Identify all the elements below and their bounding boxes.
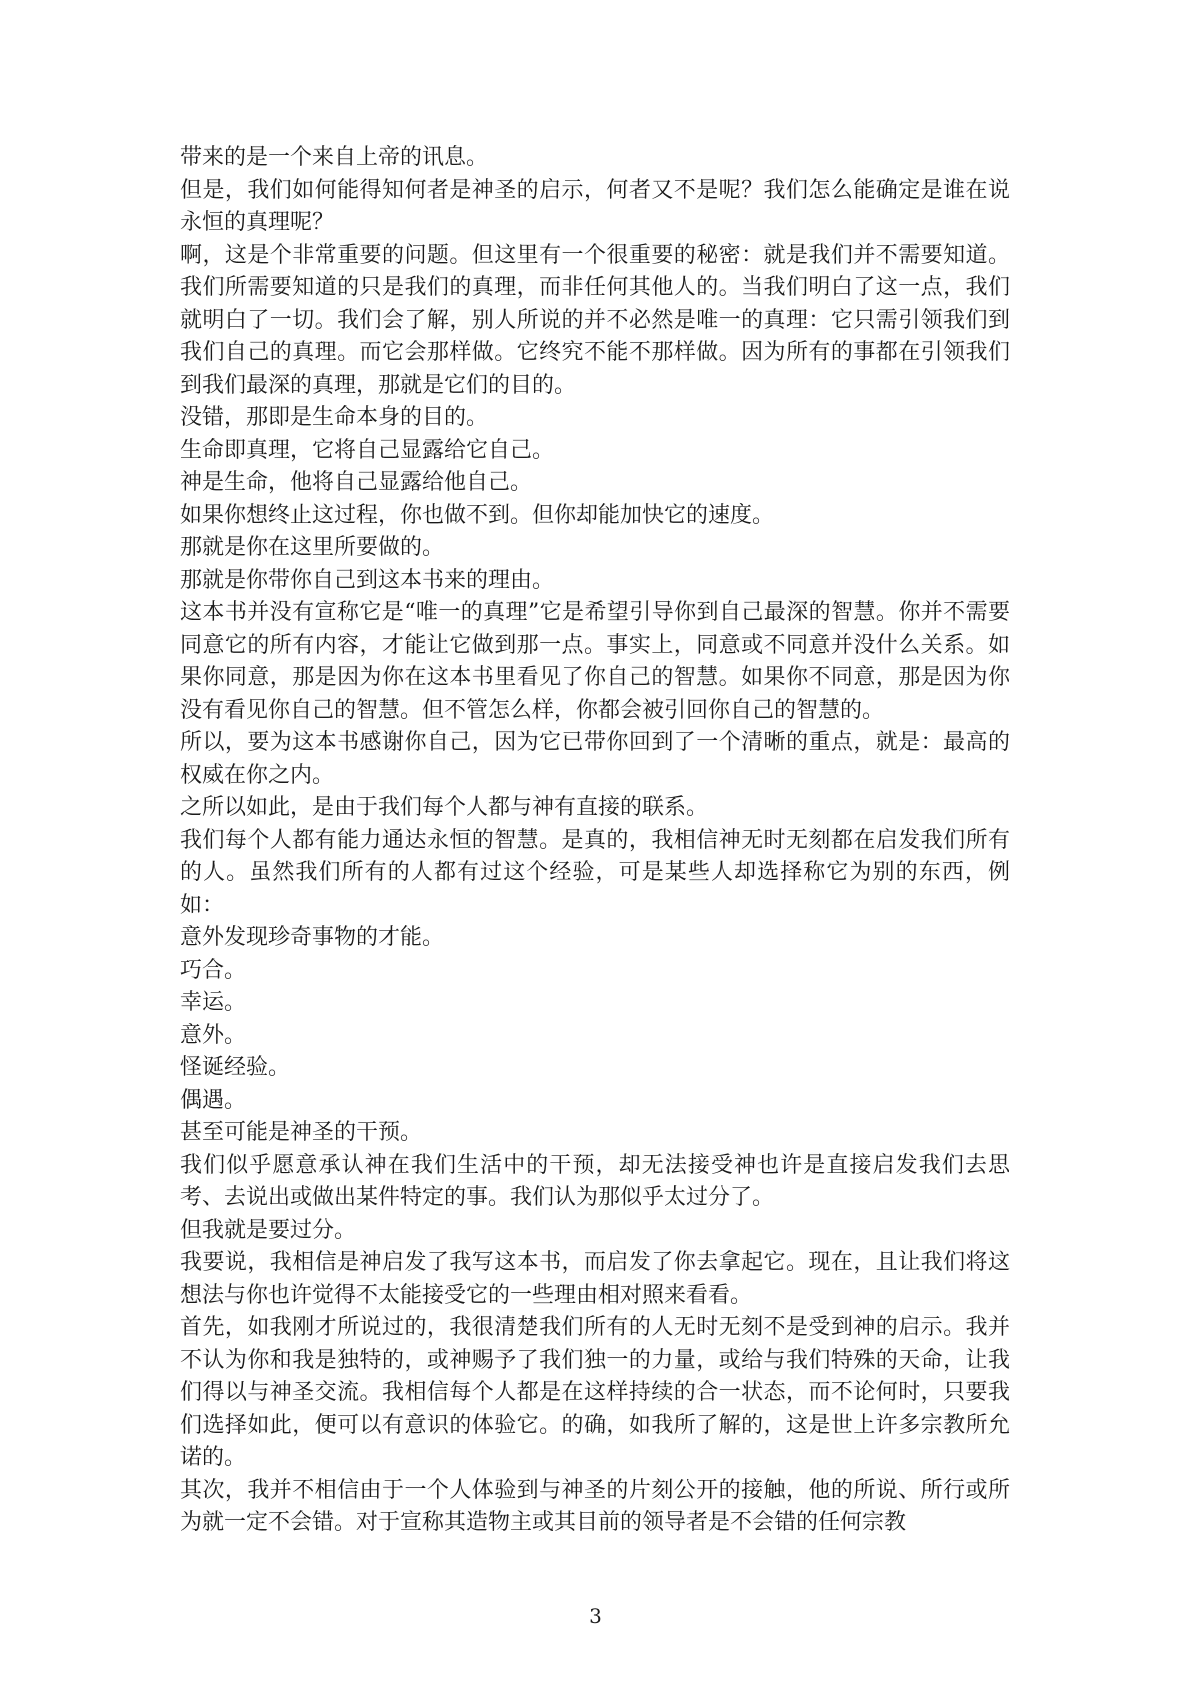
paragraph: 怪诞经验。: [180, 1055, 291, 1080]
paragraph: 首先，如我刚才所说过的，我很清楚我们所有的人无时无刻不是受到神的启示。我并不认为你和我是独特的，或神赐予了我们独一的力量，或给与我们特殊的天命，让我们得以与神圣交流。我相信每个人都是在这样持续的合一状态，而不论何时，只要我们选择如此，便可以有意识的体验它。的确，如我所了解的，这是世上许多宗教所允诺的。: [180, 1315, 1010, 1470]
paragraph: 偶遇。: [180, 1087, 247, 1113]
paragraph: 但是，我们如何能得知何者是神圣的启示，何者又不是呢？我们怎么能确定是谁在说永恒的真理呢？: [180, 177, 1010, 235]
paragraph: 如果你想终止这过程，你也做不到。但你却能加快它的速度。: [180, 502, 775, 528]
paragraph: 所以，要为这本书感谢你自己，因为它已带你回到了一个清晰的重点，就是：最高的权威在你之内。: [180, 730, 1010, 788]
paragraph: 那就是你在这里所要做的。: [180, 535, 445, 560]
paragraph: 意外发现珍奇事物的才能。: [180, 925, 445, 950]
paragraph: 啊，这是个非常重要的问题。但这里有一个很重要的秘密：就是我们并不需要知道。我们所需要知道的只是我们的真理，而非任何其他人的。当我们明白了这一点，我们就明白了一切。我们会了解，别人所说的并不必然是唯一的真理：它只需引领我们到我们自己的真理。而它会那样做。它终究不能不那样做。因为所有的事都在引领我们到我们最深的真理，那就是它们的目的。: [180, 242, 1010, 398]
page-number: 3: [589, 1604, 602, 1628]
paragraph: 我要说，我相信是神启发了我写这本书，而启发了你去拿起它。现在，且让我们将这想法与你也许觉得不太能接受它的一些理由相对照来看看。: [180, 1250, 1010, 1308]
paragraph: 意外。: [180, 1022, 247, 1048]
paragraph: 那就是你带你自己到这本书来的理由。: [180, 567, 555, 593]
paragraph: 之所以如此，是由于我们每个人都与神有直接的联系。: [180, 795, 709, 820]
paragraph: 幸运。: [180, 990, 247, 1015]
paragraph: 生命即真理，它将自己显露给它自己。: [180, 437, 555, 463]
paragraph: 带来的是一个来自上帝的讯息。: [180, 145, 489, 170]
paragraph: 我们每个人都有能力通达永恒的智慧。是真的，我相信神无时无刻都在启发我们所有的人。虽然我们所有的人都有过这个经验，可是某些人却选择称它为别的东西，例如：: [180, 827, 1010, 918]
paragraph: 神是生命，他将自己显露给他自己。: [180, 470, 533, 495]
paragraph: 但我就是要过分。: [180, 1217, 357, 1243]
paragraph: 我们似乎愿意承认神在我们生活中的干预，却无法接受神也许是直接启发我们去思考、去说出或做出某件特定的事。我们认为那似乎太过分了。: [180, 1152, 1010, 1210]
paragraph: 其次，我并不相信由于一个人体验到与神圣的片刻公开的接触，他的所说、所行或所为就一定不会错。对于宣称其造物主或其目前的领导者是不会错的任何宗教: [180, 1477, 1010, 1535]
paragraph: 没错，那即是生命本身的目的。: [180, 405, 489, 430]
body-text: [180, 142, 1010, 1540]
paragraph: 这本书并没有宣称它是“唯一的真理”它是希望引导你到自己最深的智慧。你并不需要同意它的所有内容，才能让它做到那一点。事实上，同意或不同意并没什么关系。如果你同意，那是因为你在这本书里看见了你自己的智慧。如果你不同意，那是因为你没有看见你自己的智慧。但不管怎么样，你都会被引回你自己的智慧的。: [180, 600, 1010, 723]
paragraph: 甚至可能是神圣的干预。: [180, 1120, 423, 1145]
paragraph: 巧合。: [180, 957, 247, 983]
